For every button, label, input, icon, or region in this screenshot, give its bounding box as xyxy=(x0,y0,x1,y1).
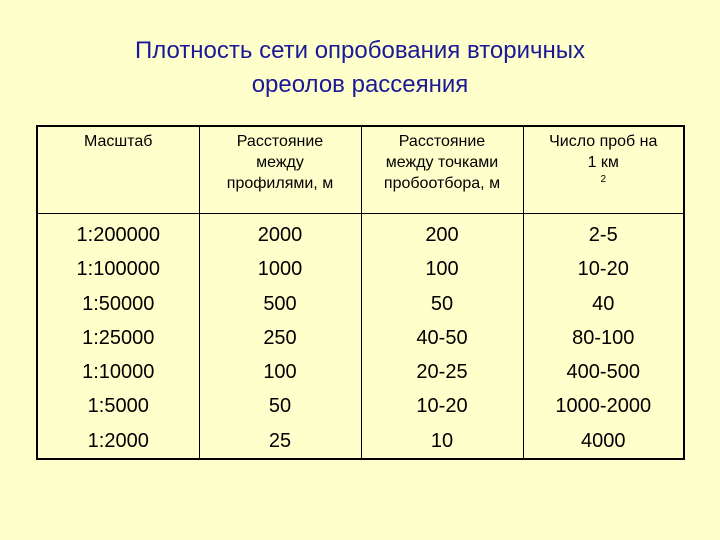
header-line: между xyxy=(256,154,304,171)
slide-title xyxy=(0,34,720,102)
header-line: профилями, м xyxy=(226,175,334,192)
cell-value: 2000 xyxy=(257,224,303,246)
header-line: Число проб на xyxy=(549,133,658,150)
cell-value: 1:25000 xyxy=(82,326,155,349)
cell-value: 200 xyxy=(425,224,459,246)
cell-value: 10 xyxy=(430,429,454,452)
header-samples-per-km2 xyxy=(523,126,684,214)
header-line: Расстояние xyxy=(236,133,324,150)
cell-value: 40 xyxy=(592,292,615,315)
cell-value: 1000 xyxy=(257,258,303,281)
cell-value: 10-20 xyxy=(416,395,468,418)
cell-value: 4000 xyxy=(581,429,626,452)
column-profile-distance xyxy=(199,214,361,460)
cell-value: 500 xyxy=(263,292,297,315)
header-line: между точками xyxy=(385,154,499,171)
cell-value: 1:2000 xyxy=(87,429,149,452)
header-scale xyxy=(37,126,199,214)
column-scale xyxy=(37,214,199,460)
cell-value: 40-50 xyxy=(416,326,468,349)
cell-value: 20-25 xyxy=(416,361,468,384)
header-line: Масштаб xyxy=(84,133,153,150)
sampling-density-table xyxy=(36,125,685,460)
cell-value: 400-500 xyxy=(566,361,640,384)
cell-value: 1:100000 xyxy=(76,258,160,281)
header-line xyxy=(524,152,684,194)
header-line: Расстояние xyxy=(398,133,486,150)
header-line: пробоотбора, м xyxy=(383,175,501,192)
header-superscript: 2 xyxy=(600,174,607,185)
cell-value: 1000-2000 xyxy=(555,395,652,418)
cell-value: 80-100 xyxy=(572,326,635,349)
cell-value: 50 xyxy=(268,395,292,418)
column-point-distance xyxy=(361,214,523,460)
header-row xyxy=(37,126,684,214)
header-profile-distance xyxy=(199,126,361,214)
column-samples-per-km2 xyxy=(523,214,684,460)
cell-value: 50 xyxy=(430,292,454,315)
title-line-1: Плотность сети опробования вторичных xyxy=(134,37,586,64)
header-point-distance xyxy=(361,126,523,214)
header-unit: 1 км xyxy=(587,154,619,171)
cell-value: 10-20 xyxy=(577,258,629,281)
cell-value: 100 xyxy=(263,361,297,384)
cell-value: 2-5 xyxy=(588,224,618,246)
cell-value: 250 xyxy=(263,326,297,349)
cell-value: 100 xyxy=(425,258,459,281)
data-row xyxy=(37,214,684,460)
cell-value: 1:5000 xyxy=(87,395,149,418)
title-line-2: ореолов рассеяния xyxy=(251,71,469,98)
cell-value: 25 xyxy=(268,429,292,452)
cell-value: 1:50000 xyxy=(82,292,155,315)
cell-value: 1:10000 xyxy=(82,361,155,384)
cell-value: 1:200000 xyxy=(76,224,160,246)
